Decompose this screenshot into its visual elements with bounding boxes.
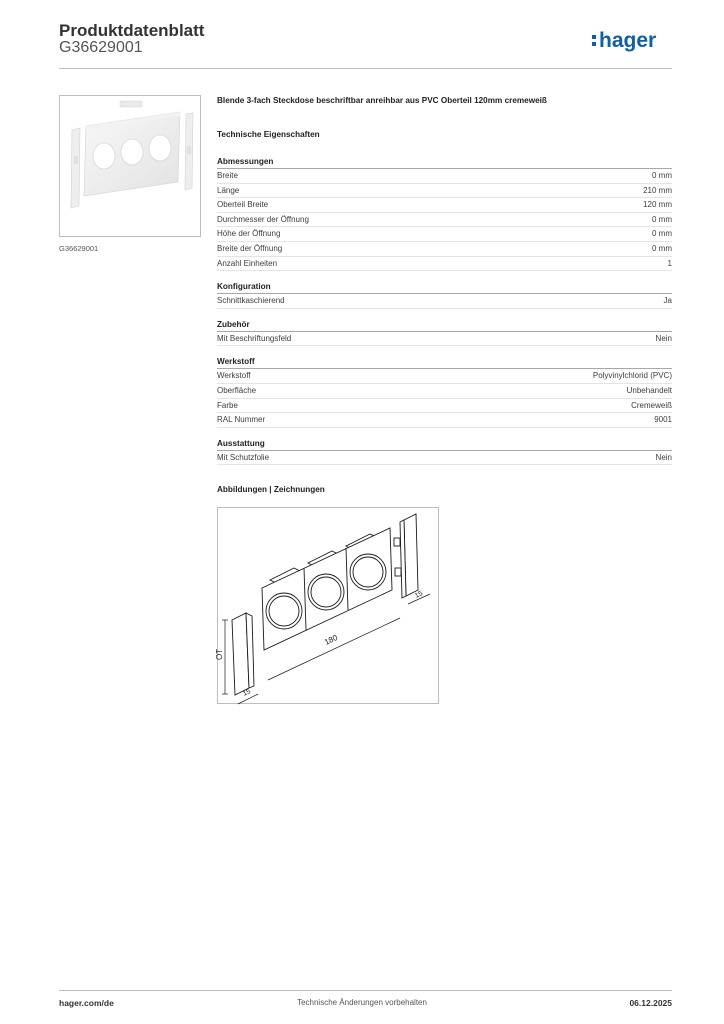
spec-label: Breite der Öffnung (217, 243, 283, 253)
footer-divider (59, 990, 672, 991)
spec-row (217, 399, 672, 414)
spec-label: RAL Nummer (217, 415, 266, 425)
spec-label: Oberteil Breite (217, 200, 269, 210)
spec-value: Polyvinylchlorid (PVC) (592, 371, 672, 381)
spec-value: 9001 (654, 415, 672, 425)
dim-length-label: 180 (323, 633, 339, 647)
drawing-image (215, 508, 438, 703)
spec-row (217, 413, 672, 428)
spec-label: Farbe (217, 400, 238, 410)
drawings-heading: Abbildungen | Zeichnungen (217, 485, 325, 495)
spec-label: Anzahl Einheiten (217, 258, 278, 268)
product-details (217, 96, 672, 496)
spec-row (217, 184, 672, 199)
spec-label: Oberfläche (217, 385, 257, 395)
spec-section (217, 356, 672, 427)
thumbnail-image (60, 96, 200, 236)
product-code: G36629001 (59, 39, 143, 56)
spec-label: Breite (217, 171, 238, 180)
spec-value: 0 mm (652, 214, 672, 224)
product-title: Blende 3-fach Steckdose beschriftbar anreihbar aus PVC Oberteil 120mm cremeweiß (217, 96, 547, 105)
spec-row (217, 213, 672, 228)
spec-row (217, 198, 672, 213)
spec-value: Cremeweiß (631, 400, 672, 410)
spec-value: 0 mm (652, 243, 672, 253)
dim-end-left-label: 15 (241, 688, 252, 698)
spec-value: 1 (667, 258, 672, 268)
technical-drawing (217, 507, 439, 704)
section-title: Abmessungen (217, 156, 672, 169)
spec-label: Durchmesser der Öffnung (217, 214, 309, 224)
spec-row (217, 369, 672, 384)
spec-section (217, 281, 672, 309)
spec-row (217, 169, 672, 184)
spec-label: Länge (217, 185, 240, 195)
spec-value: Nein (655, 333, 672, 343)
spec-row (217, 227, 672, 242)
hager-logo (590, 26, 674, 56)
page-title: Produktdatenblatt (59, 21, 205, 40)
spec-row (217, 257, 672, 272)
spec-section (217, 319, 672, 347)
section-title: Konfiguration (217, 281, 672, 294)
spec-value: Unbehandelt (626, 385, 672, 395)
header-divider (59, 68, 672, 69)
section-title: Ausstattung (217, 438, 672, 451)
spec-row (217, 451, 672, 466)
spec-value: 210 mm (643, 185, 672, 195)
svg-text:hager: hager (599, 29, 657, 52)
footer-disclaimer: Technische Änderungen vorbehalten (297, 998, 427, 1007)
spec-sections (217, 156, 672, 465)
tech-properties-heading: Technische Eigenschaften (217, 130, 320, 139)
thumbnail-caption: G36629001 (59, 244, 99, 253)
section-title: Zubehör (217, 319, 672, 332)
spec-value: Ja (663, 296, 672, 306)
spec-row (217, 242, 672, 257)
spec-label: Mit Schutzfolie (217, 452, 270, 462)
footer-date: 06.12.2025 (629, 998, 672, 1008)
spec-row (217, 294, 672, 309)
spec-section (217, 438, 672, 466)
spec-row (217, 384, 672, 399)
spec-value: 120 mm (643, 200, 672, 210)
dim-end-right-label: 15 (413, 590, 424, 600)
spec-value: 0 mm (652, 229, 672, 239)
footer-website-link[interactable]: hager.com/de (59, 998, 114, 1008)
spec-label: Höhe der Öffnung (217, 229, 281, 239)
product-thumbnail (59, 95, 201, 237)
spec-value: Nein (655, 452, 672, 462)
spec-row (217, 332, 672, 347)
dim-height-label: OT (215, 648, 224, 660)
spec-value: 0 mm (652, 171, 672, 180)
section-title: Werkstoff (217, 356, 672, 369)
spec-label: Schnittkaschierend (217, 296, 285, 306)
spec-section (217, 156, 672, 271)
spec-label: Werkstoff (217, 371, 251, 381)
spec-label: Mit Beschriftungsfeld (217, 333, 292, 343)
